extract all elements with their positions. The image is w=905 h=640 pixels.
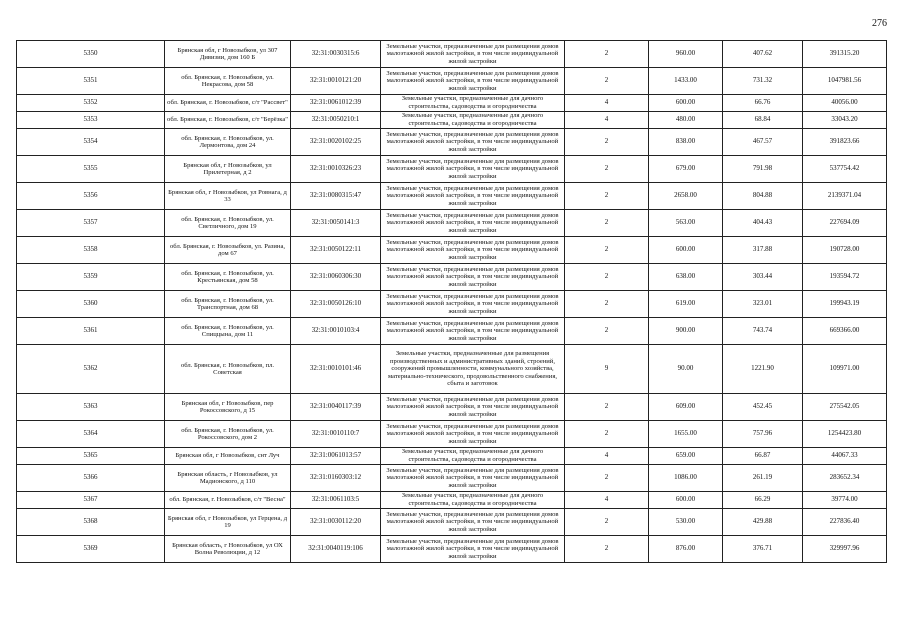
row-land-use: Земельные участки, предназначенные для размещения домов малоэтажной жилой застройки, в том числе индивидуальной жилой застройки: [381, 509, 565, 536]
row-land-use: Земельные участки, предназначенные для размещения домов малоэтажной жилой застройки, в том числе индивидуальной жилой застройки: [381, 156, 565, 183]
row-number: 5351: [17, 68, 165, 95]
row-number: 5360: [17, 291, 165, 318]
row-cadastral-number: 32:31:0010110:7: [291, 421, 381, 448]
row-land-use: Земельные участки, предназначенные для размещения домов малоэтажной жилой застройки, в том числе индивидуальной жилой застройки: [381, 394, 565, 421]
row-land-use: Земельные участки, предназначенные для размещения домов малоэтажной жилой застройки, в том числе индивидуальной жилой застройки: [381, 183, 565, 210]
row-area: 619.00: [649, 291, 723, 318]
row-group: 2: [565, 210, 649, 237]
row-land-use: Земельные участки, предназначенные для размещения домов малоэтажной жилой застройки, в том числе индивидуальной жилой застройки: [381, 237, 565, 264]
row-address: Брянская обл, г Новозыбков, ул Ровнага, д 33: [165, 183, 291, 210]
row-land-use: Земельные участки, предназначенные для размещения домов малоэтажной жилой застройки, в том числе индивидуальной жилой застройки: [381, 129, 565, 156]
row-group: 4: [565, 112, 649, 129]
table-row: [17, 394, 887, 421]
row-cadastral-value: 391823.66: [803, 129, 887, 156]
row-unit-value: 261.19: [723, 465, 803, 492]
row-number: 5369: [17, 536, 165, 563]
table-row: [17, 264, 887, 291]
row-address: обл. Брянская, г. Новозыбков, ул. Некрасова, дом 58: [165, 68, 291, 95]
row-unit-value: 757.96: [723, 421, 803, 448]
table-row: [17, 345, 887, 394]
table-row: [17, 112, 887, 129]
row-area: 900.00: [649, 318, 723, 345]
row-number: 5357: [17, 210, 165, 237]
row-cadastral-number: 32:31:0050141:3: [291, 210, 381, 237]
row-address: Брянская обл, г Новозыбков, ул Герцена, д 19: [165, 509, 291, 536]
row-unit-value: 66.87: [723, 448, 803, 465]
row-cadastral-number: 32:31:0010326:23: [291, 156, 381, 183]
row-land-use: Земельные участки, предназначенные для размещения домов малоэтажной жилой застройки, в том числе индивидуальной жилой застройки: [381, 210, 565, 237]
row-area: 600.00: [649, 95, 723, 112]
row-unit-value: 731.32: [723, 68, 803, 95]
table-row: [17, 318, 887, 345]
row-cadastral-number: 32:31:0050126:10: [291, 291, 381, 318]
row-cadastral-number: 32:31:0061103:5: [291, 492, 381, 509]
row-cadastral-value: 39774.00: [803, 492, 887, 509]
row-cadastral-value: 109971.00: [803, 345, 887, 394]
row-cadastral-value: 40056.00: [803, 95, 887, 112]
row-group: 9: [565, 345, 649, 394]
row-number: 5366: [17, 465, 165, 492]
row-cadastral-number: 32:31:0061013:57: [291, 448, 381, 465]
row-number: 5368: [17, 509, 165, 536]
row-address: Брянская область, г Новозыбков, ул Мадионского, д 110: [165, 465, 291, 492]
table-row: [17, 291, 887, 318]
row-unit-value: 804.88: [723, 183, 803, 210]
row-number: 5364: [17, 421, 165, 448]
row-number: 5350: [17, 41, 165, 68]
row-address: Брянская обл, г Новозыбков, ул 307 Дивизии, дом 160 Б: [165, 41, 291, 68]
row-group: 2: [565, 318, 649, 345]
row-area: 530.00: [649, 509, 723, 536]
table-row: [17, 210, 887, 237]
row-unit-value: 323.01: [723, 291, 803, 318]
row-address: Брянская обл, г Новозыбков, пер Рокоссовского, д 15: [165, 394, 291, 421]
row-number: 5361: [17, 318, 165, 345]
row-land-use: Земельные участки, предназначенные для размещения домов малоэтажной жилой застройки, в том числе индивидуальной жилой застройки: [381, 41, 565, 68]
row-land-use: Земельные участки, предназначенные для размещения домов малоэтажной жилой застройки, в том числе индивидуальной жилой застройки: [381, 421, 565, 448]
row-address: обл. Брянская, г. Новозыбков, пл. Советская: [165, 345, 291, 394]
row-cadastral-number: 32:31:0010103:4: [291, 318, 381, 345]
row-cadastral-number: 32:31:0050122:11: [291, 237, 381, 264]
row-area: 960.00: [649, 41, 723, 68]
row-unit-value: 467.57: [723, 129, 803, 156]
row-number: 5359: [17, 264, 165, 291]
row-area: 679.00: [649, 156, 723, 183]
row-area: 609.00: [649, 394, 723, 421]
row-address: обл. Брянская, г. Новозыбков, с/т "Весна": [165, 492, 291, 509]
row-address: Брянская область, г Новозыбков, ул ОХ Волна Революции, д 12: [165, 536, 291, 563]
row-land-use: Земельные участки, предназначенные для размещения домов малоэтажной жилой застройки, в том числе индивидуальной жилой застройки: [381, 318, 565, 345]
row-area: 659.00: [649, 448, 723, 465]
row-land-use: Земельные участки, предназначенные для дачного строительства, садоводства и огородничества: [381, 448, 565, 465]
row-cadastral-value: 537754.42: [803, 156, 887, 183]
row-cadastral-number: 32:31:0050210:1: [291, 112, 381, 129]
row-address: обл. Брянская, г. Новозыбков, ул. Крестьянская, дом 58: [165, 264, 291, 291]
row-group: 2: [565, 394, 649, 421]
row-area: 480.00: [649, 112, 723, 129]
row-area: 838.00: [649, 129, 723, 156]
row-land-use: Земельные участки, предназначенные для размещения домов малоэтажной жилой застройки, в том числе индивидуальной жилой застройки: [381, 291, 565, 318]
row-unit-value: 66.76: [723, 95, 803, 112]
row-group: 4: [565, 95, 649, 112]
row-unit-value: 429.88: [723, 509, 803, 536]
row-land-use: Земельные участки, предназначенные для размещения производственных и административных зданий, строений, сооружений промышленности, коммунального хозяйства, материально-технического, продовольственного снабжения, сбыта и заготовок: [381, 345, 565, 394]
row-address: обл. Брянская, г. Новозыбков, ул. Разина, дом 67: [165, 237, 291, 264]
row-cadastral-number: 32:31:0080315:47: [291, 183, 381, 210]
row-unit-value: 407.62: [723, 41, 803, 68]
table-row: [17, 183, 887, 210]
row-cadastral-value: 669366.00: [803, 318, 887, 345]
row-unit-value: 66.29: [723, 492, 803, 509]
row-area: 90.00: [649, 345, 723, 394]
table-row: [17, 448, 887, 465]
row-land-use: Земельные участки, предназначенные для дачного строительства, садоводства и огородничества: [381, 112, 565, 129]
row-number: 5352: [17, 95, 165, 112]
row-address: Брянская обл, г Новозыбков, снт Луч: [165, 448, 291, 465]
row-group: 2: [565, 68, 649, 95]
table-row: [17, 421, 887, 448]
row-unit-value: 317.88: [723, 237, 803, 264]
row-cadastral-number: 32:31:0010101:46: [291, 345, 381, 394]
row-unit-value: 452.45: [723, 394, 803, 421]
row-cadastral-value: 1047981.56: [803, 68, 887, 95]
row-group: 2: [565, 264, 649, 291]
row-number: 5367: [17, 492, 165, 509]
row-cadastral-number: 32:31:0020102:25: [291, 129, 381, 156]
row-group: 2: [565, 536, 649, 563]
table-row: [17, 237, 887, 264]
row-area: 2658.00: [649, 183, 723, 210]
row-number: 5365: [17, 448, 165, 465]
row-address: обл. Брянская, г. Новозыбков, ул. Спиццына, дом 11: [165, 318, 291, 345]
row-group: 2: [565, 237, 649, 264]
table-body: [17, 41, 887, 563]
row-number: 5353: [17, 112, 165, 129]
row-area: 876.00: [649, 536, 723, 563]
row-cadastral-value: 193594.72: [803, 264, 887, 291]
row-land-use: Земельные участки, предназначенные для размещения домов малоэтажной жилой застройки, в том числе индивидуальной жилой застройки: [381, 264, 565, 291]
row-address: обл. Брянская, г. Новозыбков, с/т "Берёзка": [165, 112, 291, 129]
row-land-use: Земельные участки, предназначенные для размещения домов малоэтажной жилой застройки, в том числе индивидуальной жилой застройки: [381, 465, 565, 492]
row-cadastral-value: 190728.00: [803, 237, 887, 264]
row-address: обл. Брянская, г. Новозыбков, ул. Рокоссовского, дом 2: [165, 421, 291, 448]
row-unit-value: 791.98: [723, 156, 803, 183]
row-land-use: Земельные участки, предназначенные для дачного строительства, садоводства и огородничества: [381, 492, 565, 509]
row-group: 4: [565, 492, 649, 509]
row-unit-value: 303.44: [723, 264, 803, 291]
row-land-use: Земельные участки, предназначенные для размещения домов малоэтажной жилой застройки, в том числе индивидуальной жилой застройки: [381, 536, 565, 563]
row-group: 2: [565, 465, 649, 492]
row-group: 2: [565, 421, 649, 448]
row-group: 2: [565, 509, 649, 536]
row-number: 5358: [17, 237, 165, 264]
row-area: 1655.00: [649, 421, 723, 448]
row-number: 5355: [17, 156, 165, 183]
table-row: [17, 536, 887, 563]
row-number: 5354: [17, 129, 165, 156]
row-address: обл. Брянская, г. Новозыбков, ул. Светличного, дом 19: [165, 210, 291, 237]
row-cadastral-value: 1254423.80: [803, 421, 887, 448]
row-cadastral-number: 32:31:0030315:6: [291, 41, 381, 68]
row-unit-value: 68.84: [723, 112, 803, 129]
table-row: [17, 129, 887, 156]
row-unit-value: 404.43: [723, 210, 803, 237]
row-cadastral-number: 32:31:0040119:106: [291, 536, 381, 563]
row-cadastral-value: 227836.40: [803, 509, 887, 536]
table-row: [17, 465, 887, 492]
row-unit-value: 1221.90: [723, 345, 803, 394]
row-cadastral-value: 275542.05: [803, 394, 887, 421]
row-cadastral-value: 227694.09: [803, 210, 887, 237]
row-cadastral-value: 33043.20: [803, 112, 887, 129]
row-group: 2: [565, 183, 649, 210]
row-area: 600.00: [649, 237, 723, 264]
row-unit-value: 743.74: [723, 318, 803, 345]
row-area: 1433.00: [649, 68, 723, 95]
row-area: 1086.00: [649, 465, 723, 492]
table-row: [17, 68, 887, 95]
row-number: 5356: [17, 183, 165, 210]
row-cadastral-number: 32:31:0060306:30: [291, 264, 381, 291]
row-group: 4: [565, 448, 649, 465]
table-row: [17, 509, 887, 536]
table-row: [17, 156, 887, 183]
row-area: 638.00: [649, 264, 723, 291]
row-group: 2: [565, 156, 649, 183]
table-row: [17, 41, 887, 68]
row-group: 2: [565, 129, 649, 156]
row-address: обл. Брянская, г. Новозыбков, с/т "Рассвет": [165, 95, 291, 112]
row-cadastral-number: 32:31:0030112:20: [291, 509, 381, 536]
row-address: обл. Брянская, г. Новозыбков, ул. Лермонтова, дом 24: [165, 129, 291, 156]
row-cadastral-number: 32:31:0010121:20: [291, 68, 381, 95]
row-cadastral-number: 32:31:0061012:39: [291, 95, 381, 112]
row-group: 2: [565, 291, 649, 318]
row-cadastral-value: 199943.19: [803, 291, 887, 318]
row-number: 5362: [17, 345, 165, 394]
row-area: 600.00: [649, 492, 723, 509]
cadastral-value-table: [16, 40, 887, 563]
row-cadastral-number: 32:31:0040117:39: [291, 394, 381, 421]
row-land-use: Земельные участки, предназначенные для размещения домов малоэтажной жилой застройки, в том числе индивидуальной жилой застройки: [381, 68, 565, 95]
row-area: 563.00: [649, 210, 723, 237]
row-address: обл. Брянская, г. Новозыбков, ул. Транспортная, дом 68: [165, 291, 291, 318]
table-row: [17, 492, 887, 509]
row-cadastral-value: 2139371.04: [803, 183, 887, 210]
row-land-use: Земельные участки, предназначенные для дачного строительства, садоводства и огородничества: [381, 95, 565, 112]
row-address: Брянская обл, г Новозыбков, ул Прилетерная, д 2: [165, 156, 291, 183]
row-cadastral-value: 329997.96: [803, 536, 887, 563]
row-cadastral-value: 283652.34: [803, 465, 887, 492]
table-row: [17, 95, 887, 112]
page-number: 276: [872, 18, 887, 29]
row-group: 2: [565, 41, 649, 68]
row-unit-value: 376.71: [723, 536, 803, 563]
row-number: 5363: [17, 394, 165, 421]
row-cadastral-value: 44067.33: [803, 448, 887, 465]
row-cadastral-number: 32:31:0160303:12: [291, 465, 381, 492]
row-cadastral-value: 391315.20: [803, 41, 887, 68]
